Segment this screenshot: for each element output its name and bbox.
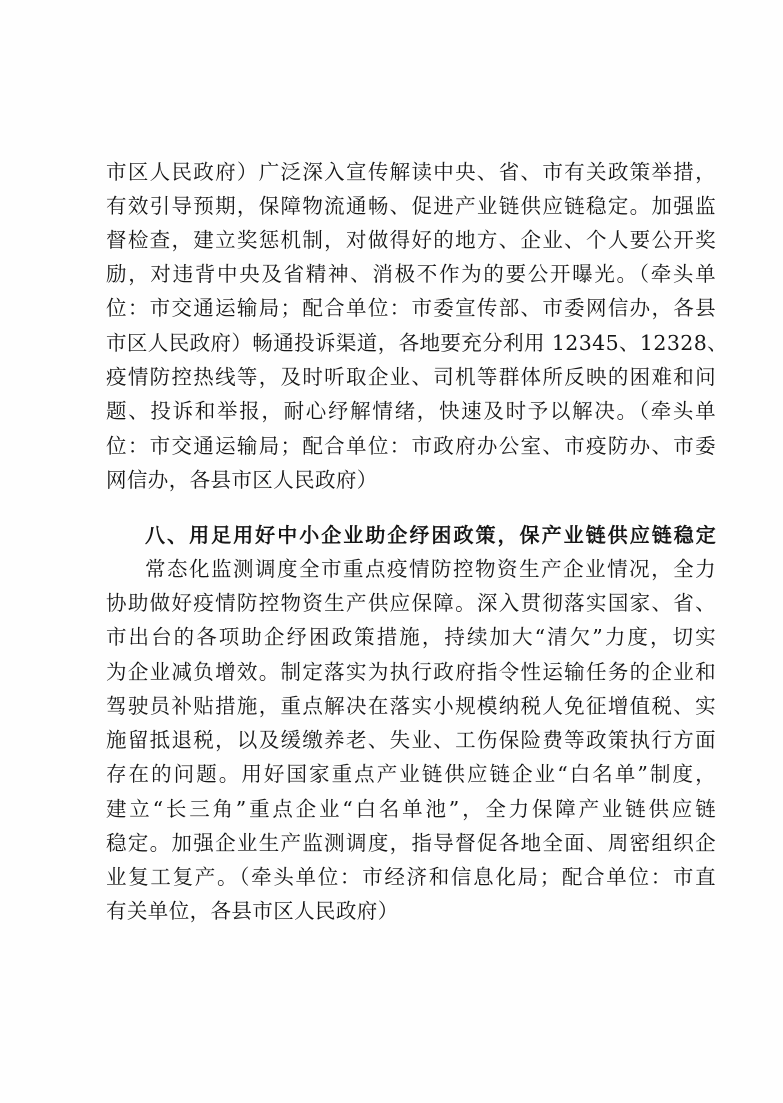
body-line: 督检查，建立奖惩机制，对做得好的地方、企业、个人要公开奖 xyxy=(106,228,716,252)
body-line: 施留抵退税，以及缓缴养老、失业、工伤保险费等政策执行方面 xyxy=(106,728,716,752)
body-line: 稳定。加强企业生产监测调度，指导督促各地全面、周密组织企 xyxy=(106,831,716,855)
section-heading: 八、用足用好中小企业助企纾困政策，保产业链供应链稳定 xyxy=(145,523,716,547)
body-line: 疫情防控热线等，及时听取企业、司机等群体所反映的困难和问 xyxy=(106,365,716,389)
body-line: 常态化监测调度全市重点疫情防控物资生产企业情况，全力 xyxy=(145,557,716,581)
body-line: 有关单位，各县市区人民政府） xyxy=(106,899,399,923)
body-line: 市区人民政府）畅通投诉渠道，各地要充分利用 12345、12328、 xyxy=(106,331,729,355)
body-line: 题、投诉和举报，耐心纾解情绪，快速及时予以解决。（牵头单 xyxy=(106,399,716,423)
body-line: 业复工复产。（牵头单位：市经济和信息化局；配合单位：市直 xyxy=(106,865,716,889)
body-line: 有效引导预期，保障物流通畅、促进产业链供应链稳定。加强监 xyxy=(106,194,716,218)
body-line: 市出台的各项助企纾困政策措施，持续加大“清欠”力度，切实 xyxy=(106,625,716,649)
body-line: 励，对违背中央及省精神、消极不作为的要公开曝光。（牵头单 xyxy=(106,262,716,286)
body-line: 市区人民政府）广泛深入宣传解读中央、省、市有关政策举措， xyxy=(106,160,716,184)
body-line: 位：市交通运输局；配合单位：市政府办公室、市疫防办、市委 xyxy=(106,434,716,458)
body-line: 驾驶员补贴措施，重点解决在落实小规模纳税人免征增值税、实 xyxy=(106,694,716,718)
body-line: 存在的问题。用好国家重点产业链供应链企业“白名单”制度， xyxy=(106,762,716,786)
body-line: 为企业减负增效。制定落实为执行政府指令性运输任务的企业和 xyxy=(106,660,716,684)
body-line: 网信办，各县市区人民政府） xyxy=(106,468,378,492)
body-line: 位：市交通运输局；配合单位：市委宣传部、市委网信办，各县 xyxy=(106,296,716,320)
body-line: 协助做好疫情防控物资生产供应保障。深入贯彻落实国家、省、 xyxy=(106,591,716,615)
body-line: 建立“长三角”重点企业“白名单池”，全力保障产业链供应链 xyxy=(106,797,716,821)
